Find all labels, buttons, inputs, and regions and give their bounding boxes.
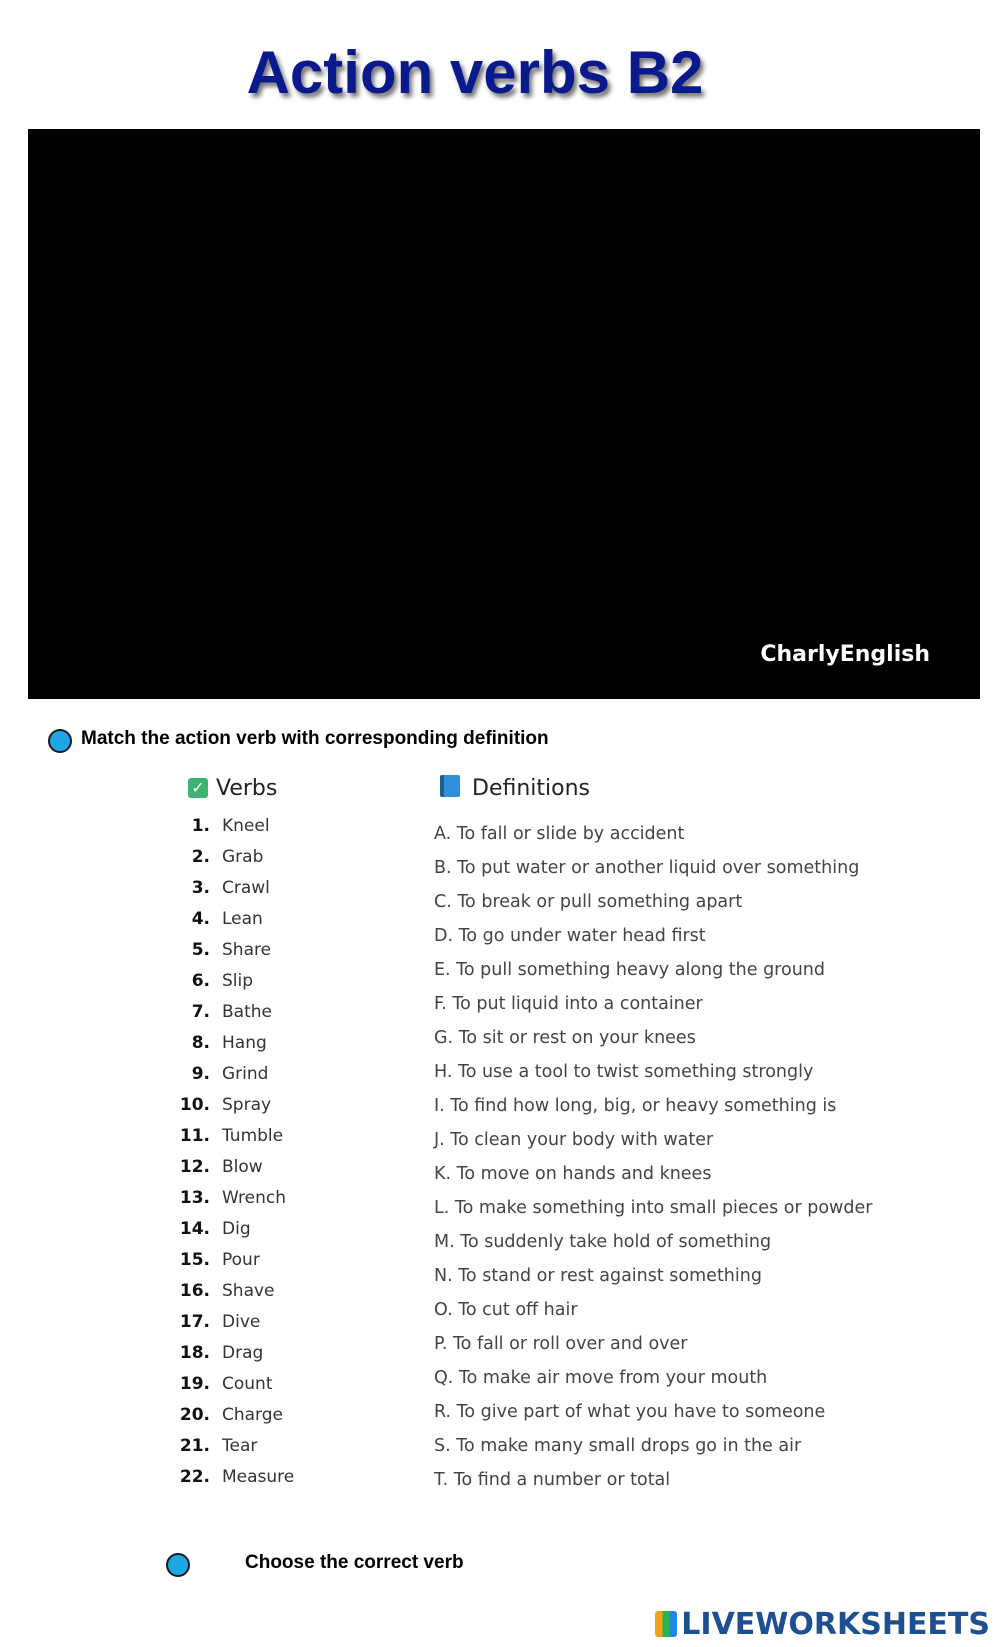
- definition-item: S. To make many small drops go in the air: [434, 1436, 802, 1456]
- verb-item: [170, 935, 294, 966]
- verb-item: [170, 1059, 294, 1090]
- verb-number: 8.: [191, 1033, 210, 1053]
- definition-item: F. To put liquid into a container: [434, 994, 703, 1014]
- liveworksheets-logo: [655, 1607, 990, 1642]
- verb-item: [170, 966, 294, 997]
- video-watermark: CharlyEnglish: [760, 642, 930, 667]
- verb-item: [170, 1214, 294, 1245]
- verb-number: 4.: [191, 909, 210, 929]
- definition-list: [434, 817, 872, 1497]
- verb-word: Charge: [222, 1405, 284, 1425]
- verb-word: Pour: [222, 1250, 260, 1270]
- verb-item: [170, 1245, 294, 1276]
- verb-item: [170, 1152, 294, 1183]
- verb-item: [170, 1338, 294, 1369]
- liveworksheets-logo-icon: [655, 1611, 677, 1637]
- verb-word: Shave: [222, 1281, 275, 1301]
- verb-item: [170, 811, 294, 842]
- verb-word: Kneel: [222, 816, 270, 836]
- definition-item: J. To clean your body with water: [434, 1130, 714, 1150]
- page-title: Action verbs B2: [246, 39, 704, 106]
- definition-item: Q. To make air move from your mouth: [434, 1368, 768, 1388]
- verb-number: 12.: [179, 1157, 210, 1177]
- verb-word: Lean: [222, 909, 263, 929]
- verb-item: [170, 1400, 294, 1431]
- verbs-header-label: Verbs: [216, 776, 278, 801]
- logo-text: LIVEWORKSHEETS: [681, 1607, 990, 1642]
- verb-number: 20.: [179, 1405, 210, 1425]
- definition-item: N. To stand or rest against something: [434, 1266, 762, 1286]
- verb-number: 6.: [191, 971, 210, 991]
- definition-item: R. To give part of what you have to someone: [434, 1402, 826, 1422]
- verb-item: [170, 1090, 294, 1121]
- definition-item: K. To move on hands and knees: [434, 1164, 712, 1184]
- verb-number: 19.: [179, 1374, 210, 1394]
- verb-word: Grind: [222, 1064, 269, 1084]
- definition-item: L. To make something into small pieces or powder: [434, 1198, 873, 1218]
- definition-item: A. To fall or slide by accident: [434, 824, 685, 844]
- section2-marker: [166, 1553, 190, 1577]
- verb-number: 18.: [179, 1343, 210, 1363]
- verb-item: [170, 997, 294, 1028]
- verb-item: [170, 1462, 294, 1493]
- verb-word: Drag: [222, 1343, 264, 1363]
- verb-number: 11.: [179, 1126, 210, 1146]
- definition-item: I. To find how long, big, or heavy something is: [434, 1096, 837, 1116]
- verb-item: [170, 1183, 294, 1214]
- definition-item: B. To put water or another liquid over something: [434, 858, 860, 878]
- definition-item: C. To break or pull something apart: [434, 892, 743, 912]
- definition-item: E. To pull something heavy along the ground: [434, 960, 825, 980]
- verb-number: 10.: [179, 1095, 210, 1115]
- verb-number: 1.: [191, 816, 210, 836]
- verb-word: Tumble: [222, 1126, 284, 1146]
- verb-list: [170, 811, 294, 1493]
- definition-item: O. To cut off hair: [434, 1300, 578, 1320]
- verb-item: [170, 873, 294, 904]
- verb-number: 15.: [179, 1250, 210, 1270]
- definition-item: T. To find a number or total: [434, 1470, 671, 1490]
- verb-word: Count: [222, 1374, 273, 1394]
- definition-item: P. To fall or roll over and over: [434, 1334, 688, 1354]
- definitions-header-label: Definitions: [472, 776, 590, 801]
- verb-number: 5.: [191, 940, 210, 960]
- verb-number: 7.: [191, 1002, 210, 1022]
- verb-word: Dig: [222, 1219, 251, 1239]
- definition-item: M. To suddenly take hold of something: [434, 1232, 772, 1252]
- verb-word: Grab: [222, 847, 264, 867]
- verb-word: Bathe: [222, 1002, 272, 1022]
- definition-item: D. To go under water head first: [434, 926, 706, 946]
- verb-word: Hang: [222, 1033, 267, 1053]
- verb-number: 14.: [179, 1219, 210, 1239]
- verb-item: [170, 842, 294, 873]
- check-box-icon: ✓: [188, 778, 208, 798]
- book-icon: [440, 775, 460, 797]
- verb-number: 16.: [179, 1281, 210, 1301]
- verb-word: Tear: [222, 1436, 258, 1456]
- verb-number: 9.: [191, 1064, 210, 1084]
- verb-word: Share: [222, 940, 272, 960]
- verb-number: 21.: [179, 1436, 210, 1456]
- verb-number: 3.: [191, 878, 210, 898]
- verb-item: [170, 904, 294, 935]
- verb-word: Measure: [222, 1467, 295, 1487]
- definition-item: H. To use a tool to twist something strongly: [434, 1062, 814, 1082]
- verb-item: [170, 1307, 294, 1338]
- verb-number: 22.: [179, 1467, 210, 1487]
- video-player[interactable]: [28, 129, 980, 699]
- verb-word: Blow: [222, 1157, 263, 1177]
- definitions-header: [440, 775, 590, 801]
- verb-number: 2.: [191, 847, 210, 867]
- verb-word: Dive: [222, 1312, 261, 1332]
- section1-instruction: Match the action verb with corresponding definition: [81, 728, 549, 749]
- verb-word: Spray: [222, 1095, 272, 1115]
- verb-item: [170, 1028, 294, 1059]
- verb-word: Crawl: [222, 878, 270, 898]
- verb-item: [170, 1276, 294, 1307]
- section1-marker: [48, 729, 72, 753]
- verb-item: [170, 1431, 294, 1462]
- verbs-header: [188, 776, 277, 801]
- verb-word: Slip: [222, 971, 254, 991]
- verb-number: 17.: [179, 1312, 210, 1332]
- verb-word: Wrench: [222, 1188, 287, 1208]
- verb-item: [170, 1369, 294, 1400]
- verb-number: 13.: [179, 1188, 210, 1208]
- verb-item: [170, 1121, 294, 1152]
- section2-instruction: Choose the correct verb: [245, 1552, 464, 1573]
- definition-item: G. To sit or rest on your knees: [434, 1028, 696, 1048]
